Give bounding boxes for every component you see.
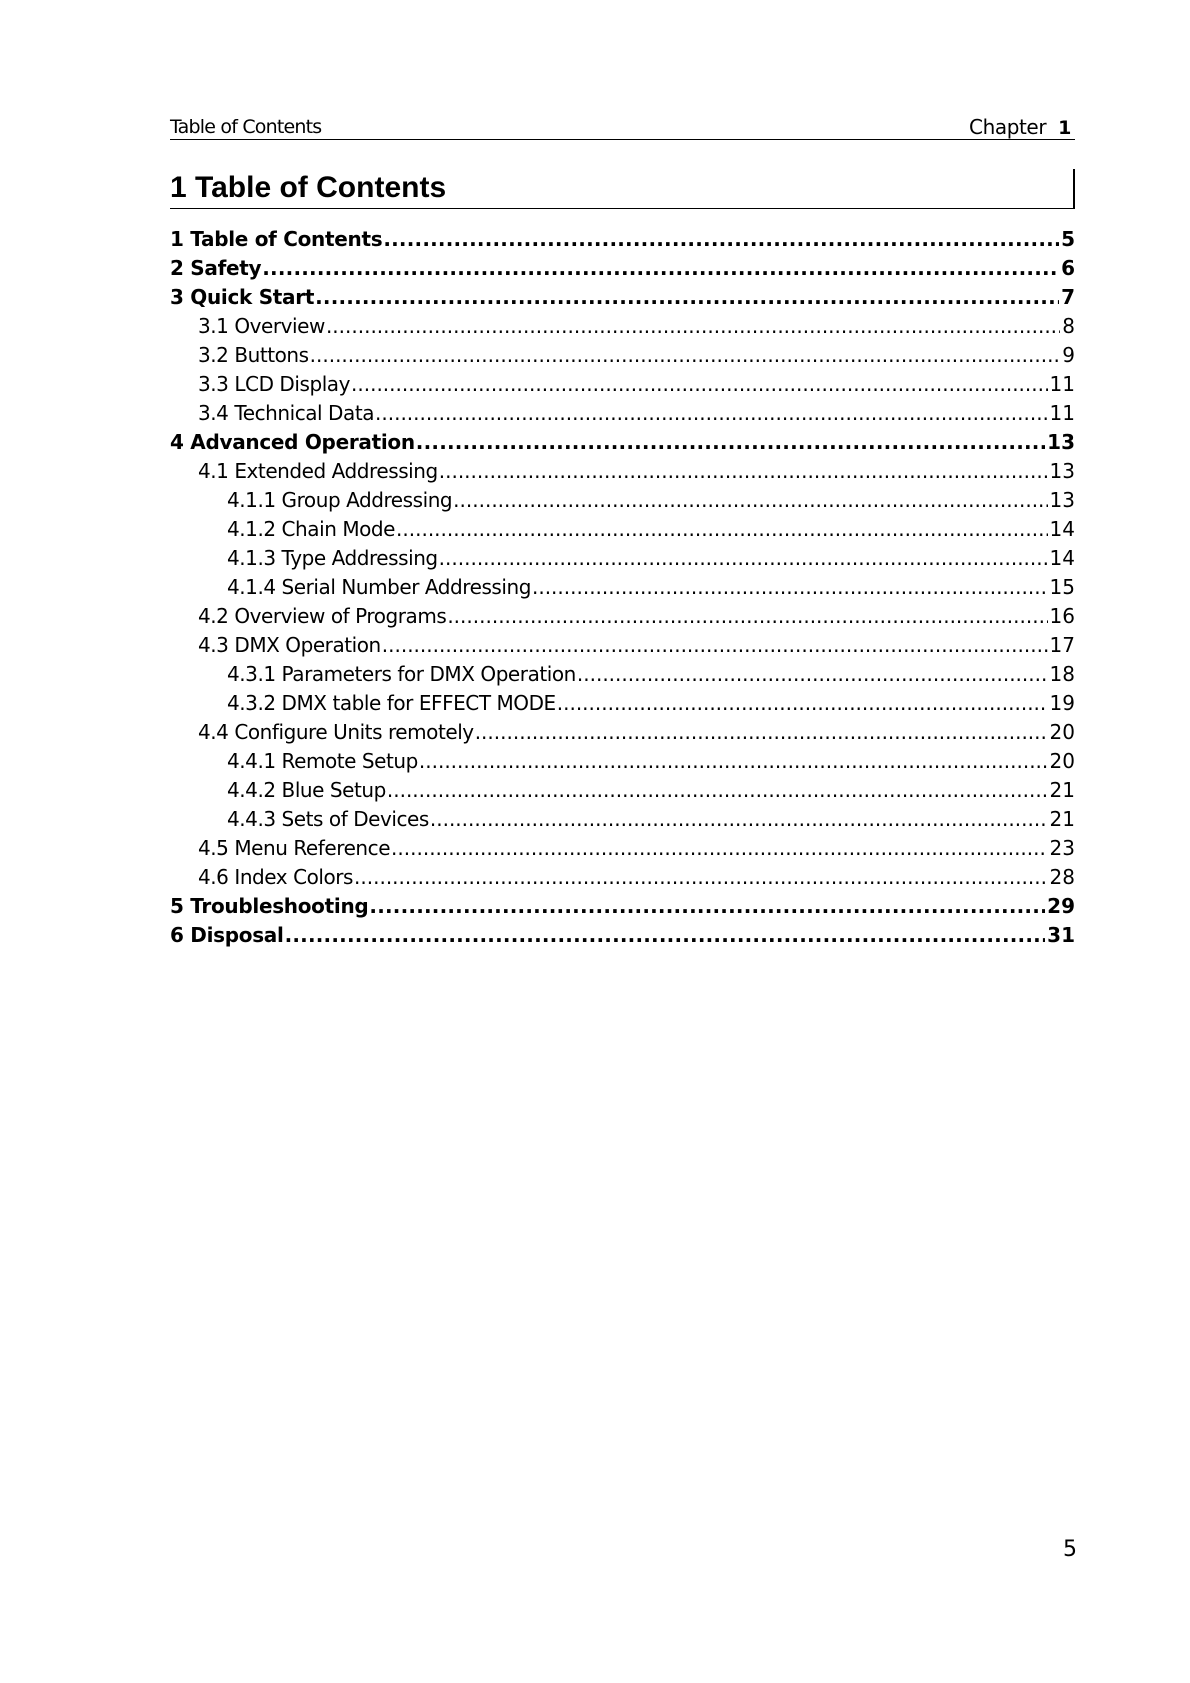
toc-dot-leader bbox=[475, 718, 1048, 747]
toc-dot-leader bbox=[430, 805, 1048, 834]
toc-entry-title: 4.1 Extended Addressing bbox=[198, 459, 438, 483]
header-chapter-label: Chapter bbox=[969, 115, 1047, 139]
toc-entry-page: 23 bbox=[1049, 836, 1075, 860]
toc-dot-leader bbox=[419, 747, 1048, 776]
toc-entry-title: 4.1.4 Serial Number Addressing bbox=[227, 575, 531, 599]
toc-entry-page: 11 bbox=[1049, 401, 1075, 425]
chapter-heading bbox=[170, 169, 1075, 209]
toc-entry[interactable] bbox=[170, 660, 1075, 689]
toc-dot-leader bbox=[439, 544, 1048, 573]
toc-entry[interactable] bbox=[170, 225, 1075, 254]
toc-dot-leader bbox=[396, 515, 1048, 544]
toc-entry-title: 3.3 LCD Display bbox=[198, 372, 351, 396]
toc-entry-page: 16 bbox=[1049, 604, 1075, 628]
header-chapter bbox=[969, 115, 1071, 139]
toc-entry[interactable] bbox=[170, 573, 1075, 602]
toc-entry[interactable] bbox=[170, 544, 1075, 573]
toc-entry-title: 3.4 Technical Data bbox=[198, 401, 375, 425]
toc-dot-leader bbox=[387, 776, 1048, 805]
toc-entry-page: 13 bbox=[1047, 430, 1075, 454]
toc-entry-page: 19 bbox=[1049, 691, 1075, 715]
toc-dot-leader bbox=[351, 370, 1048, 399]
toc-entry[interactable] bbox=[170, 689, 1075, 718]
toc-entry-page: 14 bbox=[1049, 546, 1075, 570]
toc-entry-title: 4.3.1 Parameters for DMX Operation bbox=[227, 662, 576, 686]
running-header bbox=[170, 114, 1075, 140]
toc-entry[interactable] bbox=[170, 399, 1075, 428]
toc-entry-page: 28 bbox=[1049, 865, 1075, 889]
toc-dot-leader bbox=[369, 892, 1045, 921]
toc-entry[interactable] bbox=[170, 805, 1075, 834]
toc-entry-title: 4.1.3 Type Addressing bbox=[227, 546, 438, 570]
toc-entry[interactable] bbox=[170, 892, 1075, 921]
toc-entry[interactable] bbox=[170, 631, 1075, 660]
toc-entry-title: 4.1.2 Chain Mode bbox=[227, 517, 396, 541]
toc-entry-page: 20 bbox=[1049, 720, 1075, 744]
toc-entry-title: 4.1.1 Group Addressing bbox=[227, 488, 453, 512]
toc-entry-title: 3.2 Buttons bbox=[198, 343, 309, 367]
toc-entry-title: 4.4.3 Sets of Devices bbox=[227, 807, 429, 831]
page-title: 1 Table of Contents bbox=[170, 171, 447, 204]
toc-entry-page: 9 bbox=[1062, 343, 1075, 367]
toc-entry-title: 4.3 DMX Operation bbox=[198, 633, 381, 657]
toc-dot-leader bbox=[326, 312, 1060, 341]
toc-entry[interactable] bbox=[170, 602, 1075, 631]
toc-entry-title: 2 Safety bbox=[170, 256, 262, 280]
toc-entry-title: 4.3.2 DMX table for EFFECT MODE bbox=[227, 691, 556, 715]
toc-dot-leader bbox=[310, 341, 1061, 370]
toc-entry[interactable] bbox=[170, 834, 1075, 863]
toc-entry-title: 6 Disposal bbox=[170, 923, 284, 947]
toc-dot-leader bbox=[447, 602, 1047, 631]
toc-entry-page: 6 bbox=[1061, 256, 1075, 280]
toc-entry-page: 8 bbox=[1062, 314, 1075, 338]
toc-dot-leader bbox=[453, 486, 1047, 515]
toc-entry-title: 4.5 Menu Reference bbox=[198, 836, 391, 860]
toc-entry[interactable] bbox=[170, 283, 1075, 312]
toc-entry-title: 5 Troubleshooting bbox=[170, 894, 369, 918]
toc-dot-leader bbox=[391, 834, 1048, 863]
toc-entry-page: 5 bbox=[1061, 227, 1075, 251]
toc-entry-title: 4.4.2 Blue Setup bbox=[227, 778, 386, 802]
toc-entry-page: 14 bbox=[1049, 517, 1075, 541]
toc-entry-title: 4.2 Overview of Programs bbox=[198, 604, 447, 628]
toc-entry[interactable] bbox=[170, 370, 1075, 399]
toc-dot-leader bbox=[375, 399, 1048, 428]
toc-entry[interactable] bbox=[170, 863, 1075, 892]
toc-entry-page: 11 bbox=[1049, 372, 1075, 396]
toc-entry-page: 17 bbox=[1049, 633, 1075, 657]
table-of-contents bbox=[170, 225, 1075, 950]
toc-entry[interactable] bbox=[170, 718, 1075, 747]
toc-entry[interactable] bbox=[170, 747, 1075, 776]
toc-dot-leader bbox=[262, 254, 1059, 283]
toc-dot-leader bbox=[532, 573, 1048, 602]
toc-entry[interactable] bbox=[170, 486, 1075, 515]
toc-entry[interactable] bbox=[170, 341, 1075, 370]
header-section-name: Table of Contents bbox=[170, 116, 322, 138]
toc-entry[interactable] bbox=[170, 515, 1075, 544]
toc-entry-title: 4 Advanced Operation bbox=[170, 430, 415, 454]
toc-dot-leader bbox=[315, 283, 1059, 312]
toc-entry[interactable] bbox=[170, 921, 1075, 950]
toc-dot-leader bbox=[577, 660, 1048, 689]
toc-entry-page: 20 bbox=[1049, 749, 1075, 773]
toc-entry[interactable] bbox=[170, 457, 1075, 486]
toc-entry-page: 21 bbox=[1049, 807, 1075, 831]
toc-entry-title: 4.4.1 Remote Setup bbox=[227, 749, 418, 773]
toc-dot-leader bbox=[354, 863, 1048, 892]
toc-entry[interactable] bbox=[170, 428, 1075, 457]
toc-entry[interactable] bbox=[170, 254, 1075, 283]
page-number: 5 bbox=[1063, 1537, 1077, 1562]
toc-entry-title: 4.6 Index Colors bbox=[198, 865, 354, 889]
toc-dot-leader bbox=[557, 689, 1048, 718]
toc-entry-title: 3.1 Overview bbox=[198, 314, 325, 338]
toc-entry-page: 29 bbox=[1047, 894, 1075, 918]
toc-dot-leader bbox=[439, 457, 1048, 486]
toc-entry-page: 15 bbox=[1049, 575, 1075, 599]
toc-entry-page: 21 bbox=[1049, 778, 1075, 802]
toc-entry-page: 13 bbox=[1049, 488, 1075, 512]
toc-dot-leader bbox=[382, 631, 1048, 660]
toc-entry-page: 31 bbox=[1047, 923, 1075, 947]
toc-entry-page: 13 bbox=[1049, 459, 1075, 483]
toc-entry[interactable] bbox=[170, 776, 1075, 805]
toc-entry-title: 1 Table of Contents bbox=[170, 227, 383, 251]
toc-entry[interactable] bbox=[170, 312, 1075, 341]
toc-dot-leader bbox=[285, 921, 1046, 950]
toc-entry-title: 4.4 Configure Units remotely bbox=[198, 720, 474, 744]
toc-entry-page: 7 bbox=[1061, 285, 1075, 309]
header-chapter-number: 1 bbox=[1058, 117, 1071, 139]
toc-entry-title: 3 Quick Start bbox=[170, 285, 315, 309]
toc-dot-leader bbox=[383, 225, 1059, 254]
toc-dot-leader bbox=[416, 428, 1045, 457]
toc-entry-page: 18 bbox=[1049, 662, 1075, 686]
